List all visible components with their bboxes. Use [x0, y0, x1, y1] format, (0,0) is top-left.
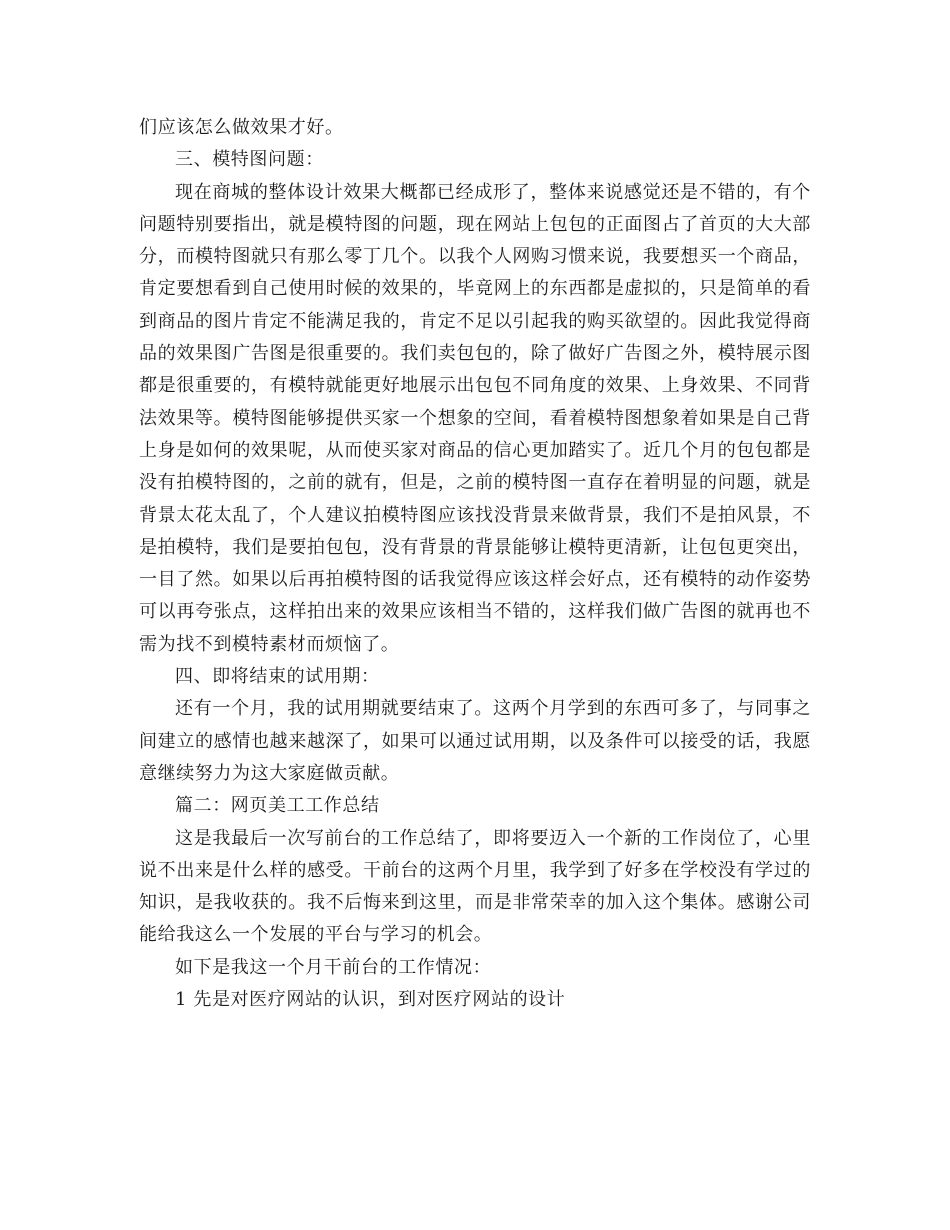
paragraph-last-summary: 这是我最后一次写前台的工作总结了，即将要迈入一个新的工作岗位了，心里说不出来是什么样的感受。干前台的这两个月里，我学到了好多在学校没有学过的知识，是我收获的。我不后悔来到这里，而是非常荣幸的加入这个集体。感谢公司能给我这么一个发展的平台与学习的机会。	[139, 827, 811, 946]
section-heading-probation: 四、即将结束的试用期：	[175, 666, 380, 688]
paragraph-continuation: 们应该怎么做效果才好。	[139, 117, 344, 138]
paragraph-work-intro: 如下是我这一个月干前台的工作情况：	[175, 956, 492, 978]
chapter-heading-part-two: 篇二：网页美工工作总结	[175, 795, 380, 817]
document-body	[139, 112, 811, 1016]
list-item-1: 1 先是对医疗网站的认识，到对医疗网站的设计	[175, 989, 566, 1011]
paragraph-model-images: 现在商城的整体设计效果大概都已经成形了，整体来说感觉还是不错的，有个问题特别要指出，就是模特图的问题，现在网站上包包的正面图占了首页的大大部分，而模特图就只有那么零丁几个。以我个人网购习惯来说，我要想买一个商品，肯定要想看到自己使用时候的效果的，毕竟网上的东西都是虚拟的，只是简单的看到商品的图片肯定不能满足我的，肯定不足以引起我的购买欲望的。因此我觉得商品的效果图广告图是很重要的。我们卖包包的，除了做好广告图之外，模特展示图都是很重要的，有模特就能更好地展示出包包不同角度的效果、上身效果、不同背法效果等。模特图能够提供买家一个想象的空间，看着模特图想象着如果是自己背上身是如何的效果呢，从而使买家对商品的信心更加踏实了。近几个月的包包都是没有拍模特图的，之前的就有，但是，之前的模特图一直存在着明显的问题，就是背景太花太乱了，个人建议拍模特图应该找没背景来做背景，我们不是拍风景，不是拍模特，我们是要拍包包，没有背景的背景能够让模特更清新，让包包更突出，一目了然。如果以后再拍模特图的话我觉得应该这样会好点，还有模特的动作姿势可以再夸张点，这样拍出来的效果应该相当不错的，这样我们做广告图的就再也不需为找不到模特素材而烦恼了。	[139, 181, 811, 655]
section-heading-model-images: 三、模特图问题：	[175, 149, 324, 171]
paragraph-probation: 还有一个月，我的试用期就要结束了。这两个月学到的东西可多了，与同事之间建立的感情也越来越深了，如果可以通过试用期，以及条件可以接受的话，我愿意继续努力为这大家庭做贡献。	[139, 698, 811, 784]
